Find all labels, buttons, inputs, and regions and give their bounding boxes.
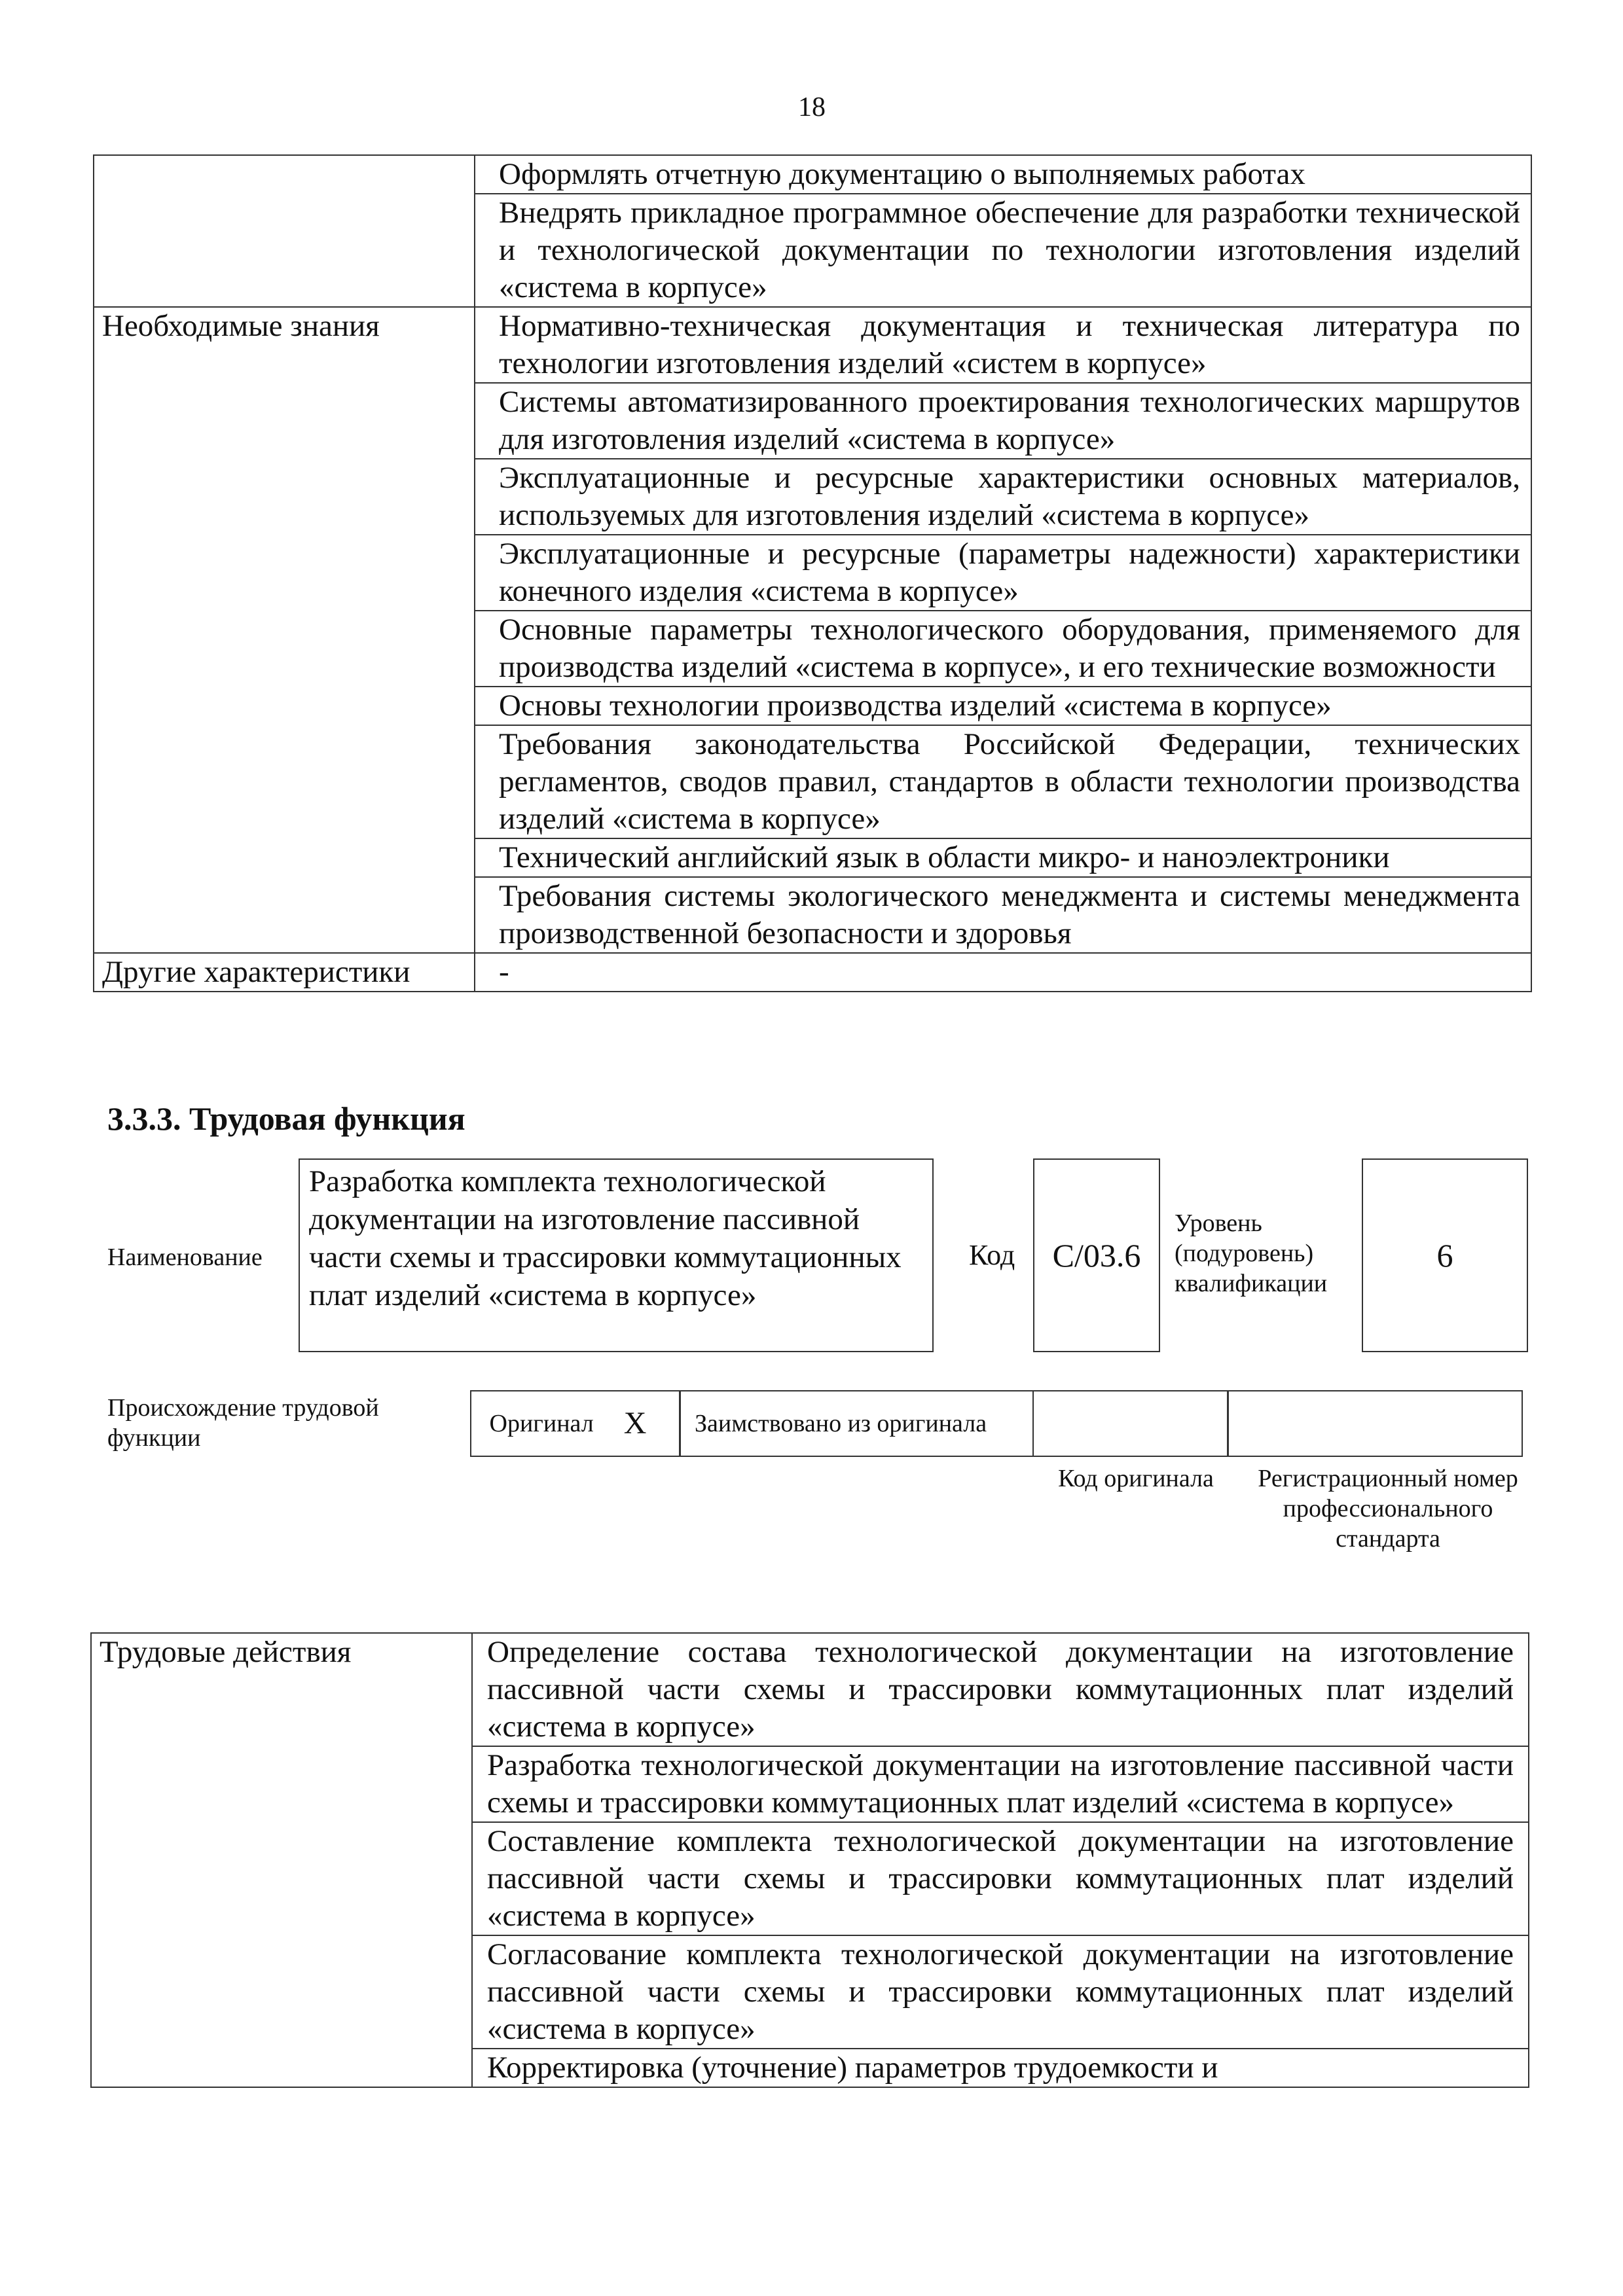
table-cell: Требования системы экологического менеджмента и системы менеджмента производственной безопасности и здоровья bbox=[475, 877, 1531, 953]
labor-actions-table bbox=[90, 1632, 1529, 2088]
table-row bbox=[94, 307, 1531, 383]
table-cell: Внедрять прикладное программное обеспечение для разработки технической и технологической документации по технологии изготовления изделий «система в корпусе» bbox=[475, 194, 1531, 307]
function-name-box: Разработка комплекта технологической документации на изготовление пассивной части схемы и трассировки коммутационных плат изделий «система в корпусе» bbox=[299, 1158, 934, 1352]
code-label: Код bbox=[969, 1239, 1015, 1271]
table-cell: Эксплуатационные и ресурсные (параметры надежности) характеристики конечного изделия «система в корпусе» bbox=[475, 535, 1531, 611]
section-title: 3.3.3. Трудовая функция bbox=[107, 1100, 465, 1137]
table-cell: Основные параметры технологического оборудования, применяемого для производства изделий «система в корпусе», и его технические возможности bbox=[475, 611, 1531, 687]
origin-code-cell bbox=[1032, 1390, 1229, 1457]
row-label-actions: Трудовые действия bbox=[91, 1633, 472, 2087]
row-label-knowledge: Необходимые знания bbox=[94, 307, 475, 953]
reg-number-caption: Регистрационный номер профессионального стандарта bbox=[1258, 1465, 1518, 1552]
row-label-cell bbox=[94, 155, 475, 307]
name-label: Наименование bbox=[107, 1244, 263, 1271]
page-number: 18 bbox=[798, 92, 826, 122]
table-cell: Согласование комплекта технологической документации на изготовление пассивной части схемы и трассировки коммутационных плат изделий «система в корпусе» bbox=[472, 1935, 1529, 2049]
origin-row bbox=[471, 1390, 1528, 1457]
origin-borrowed-label: Заимствовано из оригинала bbox=[695, 1410, 987, 1437]
table-row bbox=[94, 953, 1531, 992]
table-cell: Оформлять отчетную документацию о выполняемых работах bbox=[475, 155, 1531, 194]
table-cell: Определение состава технологической документации на изготовление пассивной части схемы и трассировки коммутационных плат изделий «система в корпусе» bbox=[472, 1633, 1529, 1746]
table-cell: Системы автоматизированного проектирования технологических маршрутов для изготовления изделий «система в корпусе» bbox=[475, 383, 1531, 459]
table-cell: Корректировка (уточнение) параметров трудоемкости и bbox=[472, 2049, 1529, 2087]
origin-borrowed-cell bbox=[679, 1390, 1034, 1457]
qualification-level-box: 6 bbox=[1362, 1158, 1528, 1352]
table-row bbox=[91, 1633, 1529, 1746]
table-cell: Нормативно-техническая документация и техническая литература по технологии изготовления изделий «систем в корпусе» bbox=[475, 307, 1531, 383]
table-cell: Составление комплекта технологической документации на изготовление пассивной части схемы и трассировки коммутационных плат изделий «система в корпусе» bbox=[472, 1822, 1529, 1935]
origin-original-cell bbox=[470, 1390, 681, 1457]
skills-knowledge-table bbox=[93, 154, 1532, 992]
origin-original-label: Оригинал bbox=[489, 1410, 594, 1437]
table-cell: - bbox=[475, 953, 1531, 992]
code-original-caption: Код оригинала bbox=[1058, 1465, 1214, 1492]
function-code-box: С/03.6 bbox=[1033, 1158, 1160, 1352]
table-cell: Основы технологии производства изделий «система в корпусе» bbox=[475, 687, 1531, 725]
row-label-other: Другие характеристики bbox=[94, 953, 475, 992]
table-cell: Технический английский язык в области микро- и наноэлектроники bbox=[475, 838, 1531, 877]
table-cell: Разработка технологической документации на изготовление пассивной части схемы и трассировки коммутационных плат изделий «система в корпусе» bbox=[472, 1746, 1529, 1822]
table-row bbox=[94, 155, 1531, 194]
origin-label: Происхождение трудовой функции bbox=[107, 1394, 379, 1452]
origin-reg-number-cell bbox=[1227, 1390, 1523, 1457]
qualification-level-label: Уровень (подуровень) квалификации bbox=[1175, 1210, 1328, 1297]
table-cell: Эксплуатационные и ресурсные характеристики основных материалов, используемых для изготовления изделий «система в корпусе» bbox=[475, 459, 1531, 535]
table-cell: Требования законодательства Российской Федерации, технических регламентов, сводов правил, стандартов в области технологии производства изделий «система в корпусе» bbox=[475, 725, 1531, 838]
origin-original-mark: X bbox=[623, 1406, 647, 1441]
